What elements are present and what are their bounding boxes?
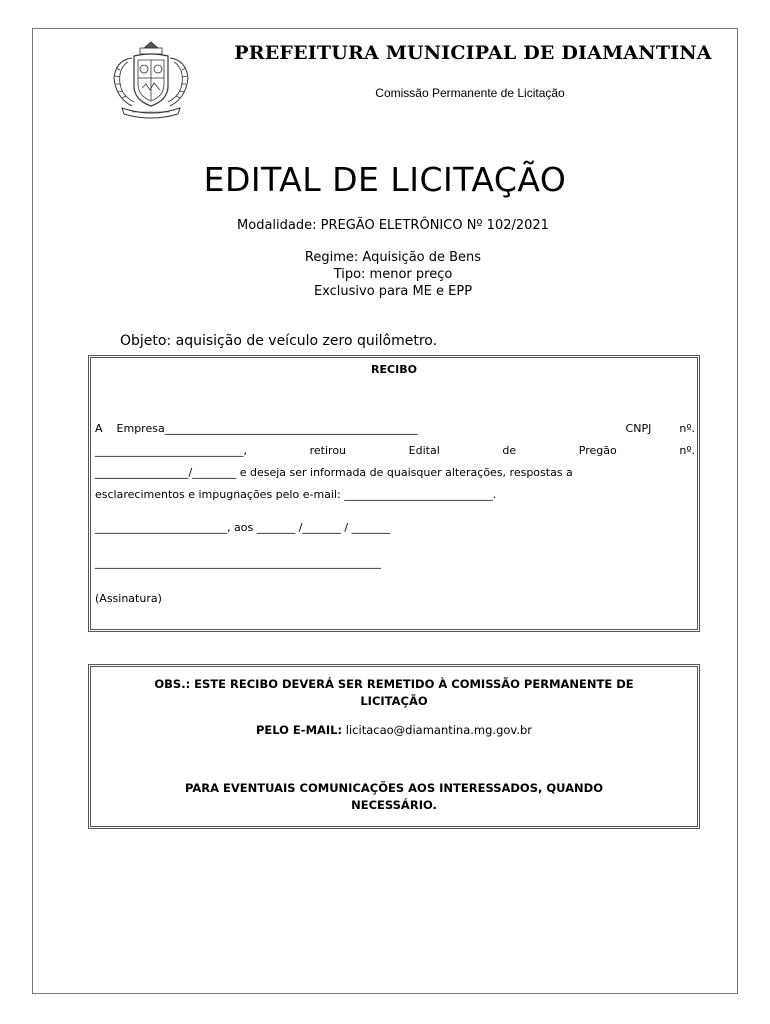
- recibo-line-email: esclarecimentos e impugnações pelo e-mail: ___________________________.: [95, 488, 497, 501]
- recibo-text: nº.: [679, 444, 695, 457]
- obs-line-4: PARA EVENTUAIS COMUNICAÇÕES AOS INTERESSADOS, QUANDO: [185, 781, 603, 795]
- modalidade-text: Modalidade: PREGÃO ELETRÔNICO Nº 102/2021: [237, 218, 549, 233]
- objeto-text: Objeto: aquisição de veículo zero quilômetro.: [120, 333, 438, 349]
- recibo-text: de: [502, 444, 517, 457]
- recibo-signature-line: ____________________________________________________: [95, 556, 381, 569]
- recibo-text: ___________________________,: [95, 444, 247, 457]
- recibo-title: RECIBO: [371, 363, 417, 376]
- header-title: PREFEITURA MUNICIPAL DE DIAMANTINA: [234, 42, 712, 64]
- obs-line-2: LICITAÇÃO: [360, 694, 428, 708]
- recibo-box: [88, 355, 700, 632]
- obs-box: [88, 664, 700, 829]
- obs-line-1: OBS.: ESTE RECIBO DEVERÁ SER REMETIDO À COMISSÃO PERMANENTE DE: [154, 677, 634, 691]
- recibo-text: Pregão: [578, 444, 617, 457]
- empresa-blank: Empresa______________________________________________: [116, 422, 418, 435]
- regime-text: Regime: Aquisição de Bens: [304, 250, 482, 265]
- recibo-line-retirou: [95, 444, 695, 457]
- municipal-crest-logo: [104, 38, 198, 120]
- recibo-text: retirou: [309, 444, 347, 457]
- obs-line-5: NECESSÁRIO.: [351, 798, 437, 812]
- obs-email-line: [91, 722, 697, 739]
- header-subtitle: Comissão Permanente de Licitação: [375, 86, 565, 100]
- obs-email-address: licitacao@diamantina.mg.gov.br: [345, 723, 533, 737]
- obs-email-label: PELO E-MAIL:: [255, 723, 343, 737]
- recibo-text: CNPJ: [625, 422, 652, 435]
- recibo-text: A: [95, 422, 103, 435]
- recibo-text: nº.: [679, 422, 695, 435]
- recibo-text: Edital: [408, 444, 440, 457]
- exclusivo-text: Exclusivo para ME e EPP: [313, 284, 473, 299]
- recibo-line-empresa: [95, 422, 695, 435]
- recibo-line-data: ________________________, aos _______ /_______ / _______: [95, 521, 391, 534]
- tipo-text: Tipo: menor preço: [333, 267, 453, 282]
- recibo-assinatura-label: (Assinatura): [95, 592, 162, 605]
- recibo-line-alteracoes: _________________/________ e deseja ser informada de quaisquer alterações, respostas a: [95, 466, 573, 479]
- document-title: EDITAL DE LICITAÇÃO: [203, 160, 567, 199]
